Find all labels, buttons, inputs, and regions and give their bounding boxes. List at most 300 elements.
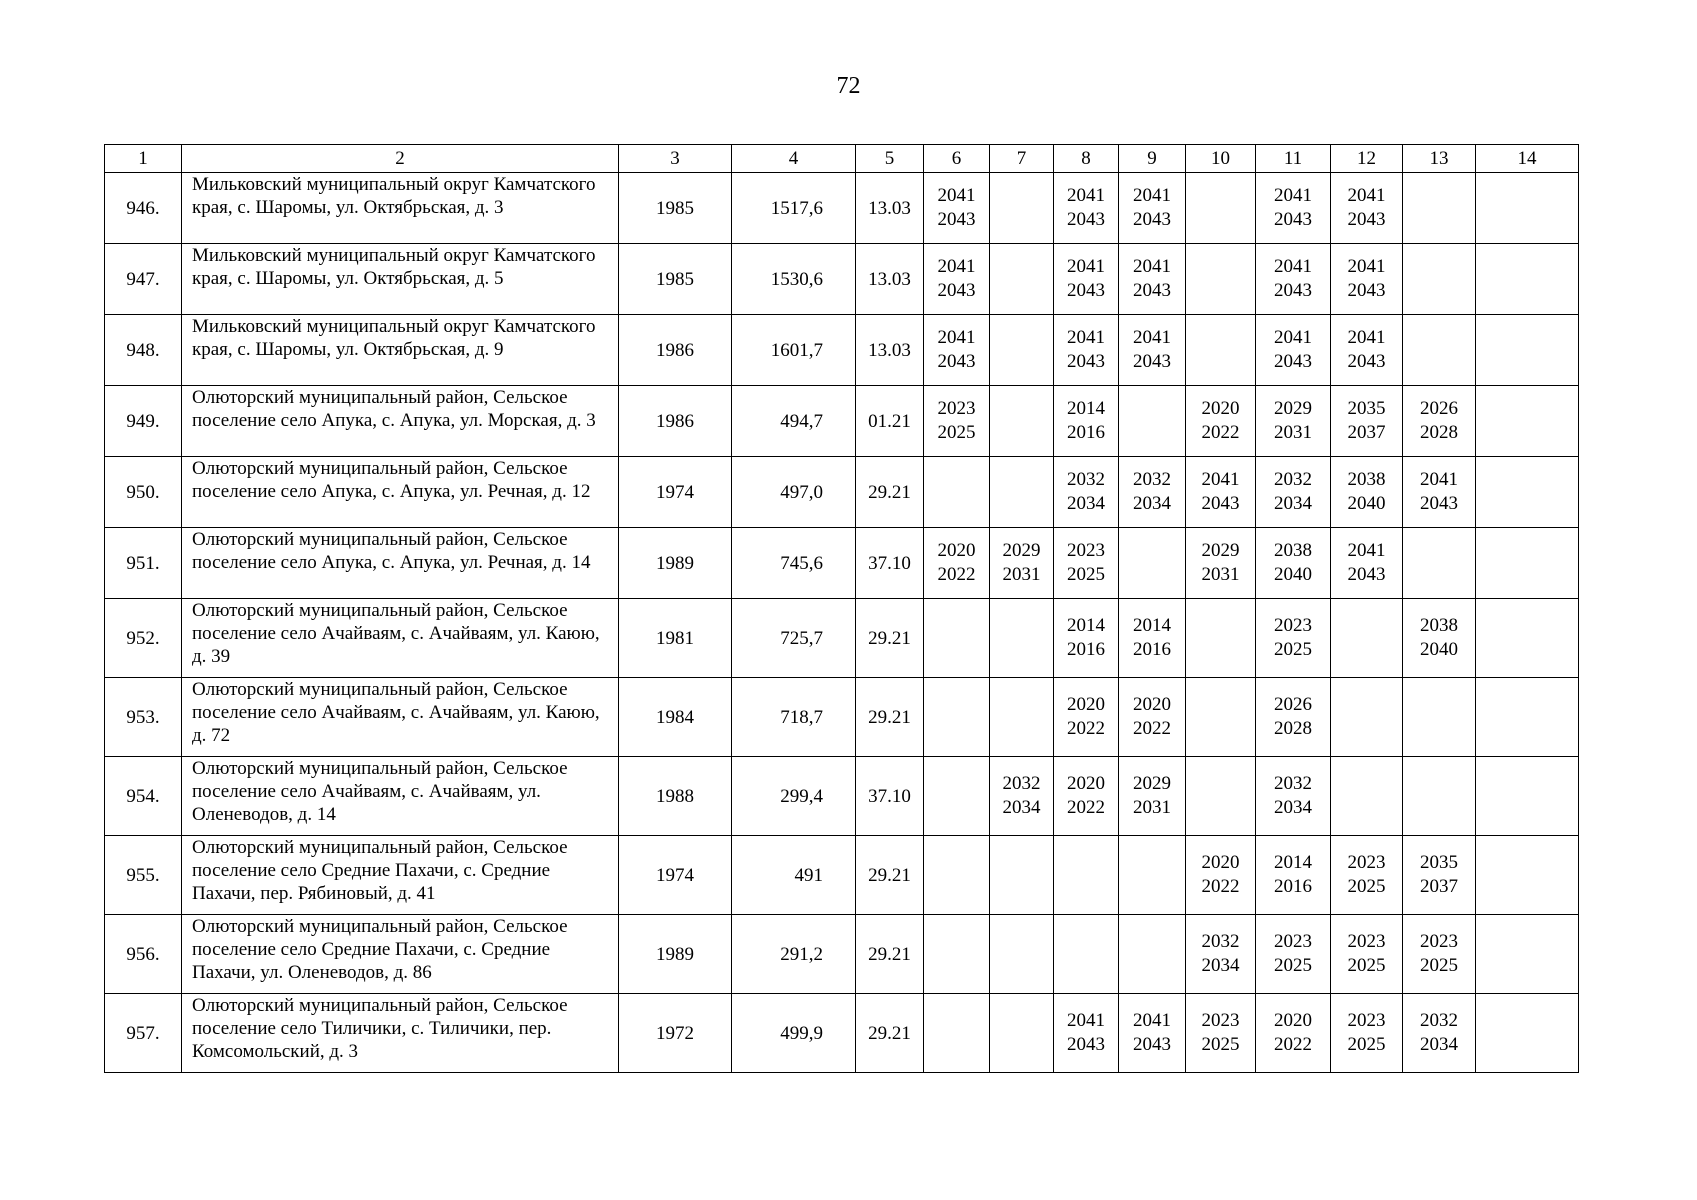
period-year: 2023: [1274, 615, 1312, 636]
period-year: 2023: [1067, 540, 1105, 561]
period-cell-12: [1331, 599, 1403, 678]
period-cell-7: [990, 678, 1054, 757]
period-year: 2014: [1067, 398, 1105, 419]
column-header: 8: [1054, 145, 1119, 173]
build-year-cell: 1985: [619, 244, 732, 315]
period-year: 2043: [1274, 351, 1312, 372]
period-cell-7: [990, 757, 1054, 836]
period-year: 2034: [1002, 797, 1041, 818]
area-cell: 1530,6: [732, 244, 856, 315]
period-year: 2025: [1274, 639, 1312, 660]
address-cell: Олюторский муниципальный район, Сельское поселение село Ачайваям, с. Ачайваям, ул. Оленеводов, д. 14: [182, 757, 619, 836]
period-cell-11: [1256, 457, 1331, 528]
period-year: 2020: [1274, 1010, 1312, 1031]
area-cell: 745,6: [732, 528, 856, 599]
period-year: 2041: [1274, 327, 1312, 348]
period-cell-12: [1331, 386, 1403, 457]
period-cell-9: [1119, 244, 1186, 315]
period-cell-10: [1186, 994, 1256, 1073]
period-cell-8: [1054, 528, 1119, 599]
period-cell-13: [1403, 994, 1476, 1073]
period-cell-6: [924, 599, 990, 678]
period-cell-12: [1331, 757, 1403, 836]
period-cell-13: [1403, 836, 1476, 915]
table-body: [105, 173, 1579, 1073]
row-number: 952.: [105, 599, 182, 678]
period-year: 2016: [1067, 422, 1105, 443]
area-cell: 718,7: [732, 678, 856, 757]
period-cell-7: [990, 528, 1054, 599]
period-year: 2025: [1347, 955, 1386, 976]
period-year: 2029: [1274, 398, 1312, 419]
build-year-cell: 1984: [619, 678, 732, 757]
period-cell-10: [1186, 915, 1256, 994]
address-cell: Олюторский муниципальный район, Сельское поселение село Апука, с. Апука, ул. Речная, д. 14: [182, 528, 619, 599]
period-cell-9: [1119, 457, 1186, 528]
period-year: 2041: [1201, 469, 1240, 490]
period-year: 2043: [937, 351, 976, 372]
period-cell-7: [990, 244, 1054, 315]
period-year: 2028: [1274, 718, 1312, 739]
column-header: 14: [1476, 145, 1579, 173]
period-cell-14: [1476, 528, 1579, 599]
period-year: 2020: [1067, 773, 1105, 794]
period-cell-10: [1186, 315, 1256, 386]
column-header: 13: [1403, 145, 1476, 173]
period-cell-9: [1119, 994, 1186, 1073]
period-year: 2022: [1274, 1034, 1312, 1055]
period-cell-9: [1119, 599, 1186, 678]
period-year: 2022: [1133, 718, 1171, 739]
period-year: 2043: [1133, 280, 1171, 301]
period-cell-14: [1476, 173, 1579, 244]
area-cell: 299,4: [732, 757, 856, 836]
period-year: 2041: [1133, 327, 1171, 348]
period-year: 2043: [1347, 280, 1386, 301]
period-year: 2025: [1067, 564, 1105, 585]
period-year: 2041: [937, 185, 976, 206]
period-year: 2020: [1133, 694, 1171, 715]
period-year: 2028: [1420, 422, 1458, 443]
area-cell: 499,9: [732, 994, 856, 1073]
period-year: 2022: [1067, 718, 1105, 739]
period-year: 2041: [1274, 256, 1312, 277]
period-cell-8: [1054, 994, 1119, 1073]
period-year: 2023: [1201, 1010, 1240, 1031]
period-year: 2023: [1347, 852, 1386, 873]
period-year: 2037: [1420, 876, 1458, 897]
period-cell-9: [1119, 678, 1186, 757]
period-cell-7: [990, 599, 1054, 678]
period-year: 2035: [1347, 398, 1386, 419]
period-year: 2034: [1420, 1034, 1458, 1055]
period-year: 2041: [1133, 185, 1171, 206]
code-cell: 13.03: [856, 173, 924, 244]
period-year: 2037: [1347, 422, 1386, 443]
period-year: 2038: [1274, 540, 1312, 561]
period-cell-9: [1119, 173, 1186, 244]
period-year: 2041: [1133, 256, 1171, 277]
period-year: 2032: [1420, 1010, 1458, 1031]
period-year: 2043: [1201, 493, 1240, 514]
period-cell-9: [1119, 757, 1186, 836]
period-cell-6: [924, 386, 990, 457]
period-cell-14: [1476, 457, 1579, 528]
build-year-cell: 1985: [619, 173, 732, 244]
period-cell-12: [1331, 315, 1403, 386]
row-number: 955.: [105, 836, 182, 915]
build-year-cell: 1974: [619, 457, 732, 528]
period-year: 2022: [1067, 797, 1105, 818]
period-cell-8: [1054, 836, 1119, 915]
period-year: 2016: [1274, 876, 1312, 897]
period-cell-14: [1476, 836, 1579, 915]
period-year: 2029: [1133, 773, 1171, 794]
table-row: [105, 457, 1579, 528]
period-year: 2041: [1067, 256, 1105, 277]
period-year: 2032: [1274, 773, 1312, 794]
period-year: 2031: [1201, 564, 1240, 585]
period-year: 2043: [1274, 280, 1312, 301]
period-cell-13: [1403, 528, 1476, 599]
row-number: 947.: [105, 244, 182, 315]
period-cell-13: [1403, 915, 1476, 994]
period-cell-13: [1403, 173, 1476, 244]
period-cell-12: [1331, 994, 1403, 1073]
build-year-cell: 1972: [619, 994, 732, 1073]
period-year: 2029: [1002, 540, 1041, 561]
period-year: 2016: [1133, 639, 1171, 660]
address-cell: Мильковский муниципальный округ Камчатского края, с. Шаромы, ул. Октябрьская, д. 5: [182, 244, 619, 315]
area-cell: 725,7: [732, 599, 856, 678]
period-year: 2038: [1347, 469, 1386, 490]
period-cell-10: [1186, 836, 1256, 915]
column-header: 7: [990, 145, 1054, 173]
period-year: 2040: [1420, 639, 1458, 660]
address-cell: Мильковский муниципальный округ Камчатского края, с. Шаромы, ул. Октябрьская, д. 9: [182, 315, 619, 386]
period-year: 2025: [937, 422, 976, 443]
column-header: 4: [732, 145, 856, 173]
period-cell-8: [1054, 315, 1119, 386]
period-year: 2043: [1133, 1034, 1171, 1055]
column-number-row: [105, 145, 1579, 173]
period-year: 2041: [1133, 1010, 1171, 1031]
period-cell-8: [1054, 244, 1119, 315]
period-year: 2031: [1274, 422, 1312, 443]
period-year: 2023: [937, 398, 976, 419]
period-year: 2043: [1067, 1034, 1105, 1055]
period-year: 2016: [1067, 639, 1105, 660]
period-cell-6: [924, 994, 990, 1073]
period-cell-8: [1054, 599, 1119, 678]
code-cell: 29.21: [856, 994, 924, 1073]
period-year: 2023: [1420, 931, 1458, 952]
period-cell-11: [1256, 244, 1331, 315]
period-year: 2014: [1067, 615, 1105, 636]
column-header: 2: [182, 145, 619, 173]
period-cell-14: [1476, 599, 1579, 678]
table-row: [105, 757, 1579, 836]
period-year: 2040: [1274, 564, 1312, 585]
row-number: 948.: [105, 315, 182, 386]
period-year: 2041: [1067, 185, 1105, 206]
period-year: 2032: [1274, 469, 1312, 490]
build-year-cell: 1989: [619, 915, 732, 994]
period-year: 2034: [1274, 797, 1312, 818]
table-row: [105, 244, 1579, 315]
period-cell-14: [1476, 994, 1579, 1073]
period-cell-6: [924, 757, 990, 836]
period-cell-7: [990, 173, 1054, 244]
period-year: 2022: [1201, 876, 1240, 897]
address-cell: Олюторский муниципальный район, Сельское поселение село Средние Пахачи, с. Средние Пахачи, пер. Рябиновый, д. 41: [182, 836, 619, 915]
address-cell: Мильковский муниципальный округ Камчатского края, с. Шаромы, ул. Октябрьская, д. 3: [182, 173, 619, 244]
period-year: 2031: [1002, 564, 1041, 585]
address-cell: Олюторский муниципальный район, Сельское поселение село Ачайваям, с. Ачайваям, ул. Каюю, д. 72: [182, 678, 619, 757]
period-year: 2041: [1347, 327, 1386, 348]
period-year: 2040: [1347, 493, 1386, 514]
period-cell-11: [1256, 915, 1331, 994]
column-header: 1: [105, 145, 182, 173]
period-year: 2043: [1347, 209, 1386, 230]
column-header: 12: [1331, 145, 1403, 173]
period-year: 2035: [1420, 852, 1458, 873]
period-cell-13: [1403, 757, 1476, 836]
table-row: [105, 994, 1579, 1073]
period-year: 2022: [937, 564, 976, 585]
period-year: 2041: [1347, 185, 1386, 206]
period-cell-14: [1476, 244, 1579, 315]
column-header: 10: [1186, 145, 1256, 173]
period-cell-12: [1331, 915, 1403, 994]
period-year: 2020: [1067, 694, 1105, 715]
row-number: 946.: [105, 173, 182, 244]
period-cell-7: [990, 836, 1054, 915]
period-year: 2026: [1274, 694, 1312, 715]
period-year: 2041: [937, 256, 976, 277]
period-cell-8: [1054, 386, 1119, 457]
table-row: [105, 915, 1579, 994]
period-year: 2034: [1274, 493, 1312, 514]
address-cell: Олюторский муниципальный район, Сельское поселение село Апука, с. Апука, ул. Морская, д. 3: [182, 386, 619, 457]
period-year: 2023: [1274, 931, 1312, 952]
period-cell-7: [990, 315, 1054, 386]
period-cell-9: [1119, 915, 1186, 994]
period-cell-14: [1476, 315, 1579, 386]
period-cell-7: [990, 915, 1054, 994]
page-number: 72: [836, 73, 861, 99]
column-header: 6: [924, 145, 990, 173]
period-year: 2032: [1201, 931, 1240, 952]
period-cell-6: [924, 315, 990, 386]
table-row: [105, 386, 1579, 457]
period-year: 2029: [1201, 540, 1240, 561]
period-cell-13: [1403, 457, 1476, 528]
period-year: 2020: [1201, 852, 1240, 873]
period-cell-14: [1476, 915, 1579, 994]
address-cell: Олюторский муниципальный район, Сельское поселение село Тиличики, с. Тиличики, пер. Комсомольский, д. 3: [182, 994, 619, 1073]
period-cell-14: [1476, 386, 1579, 457]
period-cell-8: [1054, 915, 1119, 994]
period-cell-12: [1331, 836, 1403, 915]
period-cell-9: [1119, 836, 1186, 915]
row-number: 951.: [105, 528, 182, 599]
area-cell: 497,0: [732, 457, 856, 528]
period-year: 2041: [937, 327, 976, 348]
row-number: 956.: [105, 915, 182, 994]
period-cell-14: [1476, 757, 1579, 836]
period-year: 2041: [1067, 327, 1105, 348]
build-year-cell: 1986: [619, 386, 732, 457]
period-cell-13: [1403, 678, 1476, 757]
period-year: 2014: [1133, 615, 1171, 636]
period-year: 2032: [1133, 469, 1171, 490]
period-cell-6: [924, 457, 990, 528]
code-cell: 29.21: [856, 599, 924, 678]
period-year: 2038: [1420, 615, 1458, 636]
period-cell-10: [1186, 678, 1256, 757]
code-cell: 29.21: [856, 678, 924, 757]
column-header: 11: [1256, 145, 1331, 173]
period-year: 2041: [1347, 540, 1386, 561]
period-cell-11: [1256, 678, 1331, 757]
period-cell-9: [1119, 315, 1186, 386]
period-year: 2025: [1201, 1034, 1240, 1055]
period-year: 2025: [1347, 1034, 1386, 1055]
period-cell-13: [1403, 386, 1476, 457]
period-year: 2034: [1067, 493, 1105, 514]
table-row: [105, 315, 1579, 386]
code-cell: 29.21: [856, 915, 924, 994]
period-cell-8: [1054, 173, 1119, 244]
build-year-cell: 1986: [619, 315, 732, 386]
period-year: 2043: [1133, 209, 1171, 230]
code-cell: 13.03: [856, 244, 924, 315]
address-cell: Олюторский муниципальный район, Сельское поселение село Апука, с. Апука, ул. Речная, д. 12: [182, 457, 619, 528]
housing-register-table: [104, 144, 1579, 1073]
period-cell-6: [924, 836, 990, 915]
period-year: 2041: [1067, 1010, 1105, 1031]
code-cell: 01.21: [856, 386, 924, 457]
code-cell: 13.03: [856, 315, 924, 386]
period-cell-13: [1403, 244, 1476, 315]
period-cell-12: [1331, 457, 1403, 528]
period-cell-11: [1256, 994, 1331, 1073]
period-cell-6: [924, 244, 990, 315]
period-cell-12: [1331, 678, 1403, 757]
period-cell-9: [1119, 386, 1186, 457]
period-cell-6: [924, 528, 990, 599]
period-year: 2026: [1420, 398, 1458, 419]
row-number: 953.: [105, 678, 182, 757]
period-year: 2043: [1067, 209, 1105, 230]
build-year-cell: 1988: [619, 757, 732, 836]
period-cell-11: [1256, 173, 1331, 244]
period-cell-10: [1186, 757, 1256, 836]
area-cell: 494,7: [732, 386, 856, 457]
area-cell: 491: [732, 836, 856, 915]
code-cell: 37.10: [856, 528, 924, 599]
period-cell-12: [1331, 528, 1403, 599]
period-cell-11: [1256, 757, 1331, 836]
row-number: 957.: [105, 994, 182, 1073]
period-year: 2020: [937, 540, 976, 561]
column-header: 5: [856, 145, 924, 173]
code-cell: 29.21: [856, 457, 924, 528]
period-year: 2043: [1067, 351, 1105, 372]
address-cell: Олюторский муниципальный район, Сельское поселение село Средние Пахачи, с. Средние Пахачи, ул. Оленеводов, д. 86: [182, 915, 619, 994]
period-year: 2043: [1420, 493, 1458, 514]
period-cell-10: [1186, 457, 1256, 528]
period-year: 2041: [1420, 469, 1458, 490]
period-year: 2043: [1274, 209, 1312, 230]
period-year: 2032: [1002, 773, 1041, 794]
table-row: [105, 836, 1579, 915]
period-cell-6: [924, 915, 990, 994]
period-year: 2041: [1274, 185, 1312, 206]
period-cell-6: [924, 173, 990, 244]
row-number: 949.: [105, 386, 182, 457]
period-cell-14: [1476, 678, 1579, 757]
period-year: 2020: [1201, 398, 1240, 419]
period-cell-11: [1256, 528, 1331, 599]
build-year-cell: 1981: [619, 599, 732, 678]
address-cell: Олюторский муниципальный район, Сельское поселение село Ачайваям, с. Ачайваям, ул. Каюю, д. 39: [182, 599, 619, 678]
period-year: 2032: [1067, 469, 1105, 490]
period-cell-10: [1186, 244, 1256, 315]
build-year-cell: 1974: [619, 836, 732, 915]
area-cell: 1601,7: [732, 315, 856, 386]
period-cell-10: [1186, 386, 1256, 457]
period-cell-8: [1054, 757, 1119, 836]
period-cell-7: [990, 386, 1054, 457]
period-cell-11: [1256, 836, 1331, 915]
period-year: 2031: [1133, 797, 1171, 818]
area-cell: 291,2: [732, 915, 856, 994]
period-cell-11: [1256, 386, 1331, 457]
column-header: 3: [619, 145, 732, 173]
period-year: 2043: [1347, 564, 1386, 585]
period-cell-7: [990, 457, 1054, 528]
period-cell-10: [1186, 173, 1256, 244]
period-year: 2014: [1274, 852, 1312, 873]
period-year: 2043: [937, 280, 976, 301]
table-row: [105, 599, 1579, 678]
period-cell-10: [1186, 528, 1256, 599]
period-cell-12: [1331, 244, 1403, 315]
period-year: 2025: [1347, 876, 1386, 897]
period-year: 2043: [1067, 280, 1105, 301]
period-cell-10: [1186, 599, 1256, 678]
period-year: 2043: [1347, 351, 1386, 372]
table-row: [105, 678, 1579, 757]
period-year: 2023: [1347, 1010, 1386, 1031]
period-cell-13: [1403, 315, 1476, 386]
period-cell-6: [924, 678, 990, 757]
period-cell-13: [1403, 599, 1476, 678]
period-cell-11: [1256, 315, 1331, 386]
build-year-cell: 1989: [619, 528, 732, 599]
period-cell-12: [1331, 173, 1403, 244]
row-number: 950.: [105, 457, 182, 528]
column-header: 9: [1119, 145, 1186, 173]
period-year: 2043: [1133, 351, 1171, 372]
period-year: 2023: [1347, 931, 1386, 952]
code-cell: 29.21: [856, 836, 924, 915]
period-year: 2043: [937, 209, 976, 230]
period-cell-11: [1256, 599, 1331, 678]
period-year: 2025: [1274, 955, 1312, 976]
